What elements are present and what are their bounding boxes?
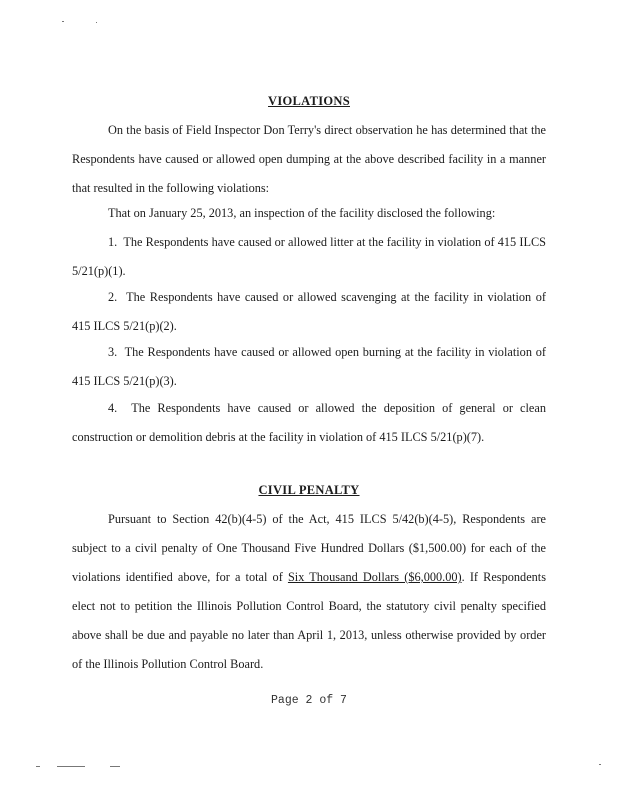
scan-mark xyxy=(62,21,64,22)
violation-text: The Respondents have caused or allowed litter at the facility in violation of 415 ILCS 5/21(p)(1). xyxy=(72,235,546,278)
violations-intro: On the basis of Field Inspector Don Terry's direct observation he has determined that the Respondents have caused or allowed open dumping at the above described facility in a manner that resulted in the following violations: xyxy=(72,123,546,195)
penalty-total: Six Thousand Dollars ($6,000.00) xyxy=(287,570,462,584)
violation-item xyxy=(72,394,546,452)
violation-number: 1. xyxy=(108,235,118,249)
scan-mark xyxy=(599,764,601,765)
violation-text: The Respondents have caused or allowed the deposition of general or clean construction or demolition debris at the facility in violation of 415 ILCS 5/21(p)(7). xyxy=(72,401,546,444)
scan-mark xyxy=(110,766,120,767)
violation-text: The Respondents have caused or allowed open burning at the facility in violation of 415 ILCS 5/21(p)(3). xyxy=(72,345,546,388)
civil-penalty-heading: CIVIL PENALTY xyxy=(258,483,360,497)
violation-number: 4. xyxy=(108,401,118,415)
civil-penalty-paragraph xyxy=(72,505,546,679)
penalty-text: Pursuant to Section 42(b)(4-5) of the Act, 415 ILCS 5/42(b)(4-5), Respondents are subject to a civil penalty of One Thousand Five Hundred Dollars ($1,500.00) for each of the violations identified above, for a total of xyxy=(72,512,546,584)
scan-mark xyxy=(96,22,97,23)
violation-number: 3. xyxy=(108,345,118,359)
violation-text: The Respondents have caused or allowed scavenging at the facility in violation of 415 ILCS 5/21(p)(2). xyxy=(72,290,546,333)
scan-mark xyxy=(36,766,40,767)
scan-mark xyxy=(57,766,85,767)
violation-number: 2. xyxy=(108,290,118,304)
violation-item xyxy=(72,338,546,396)
violation-item xyxy=(72,228,546,286)
page-number: Page 2 of 7 xyxy=(271,694,347,707)
violations-heading: VIOLATIONS xyxy=(268,94,350,108)
penalty-text-continued: . If Respondents elect not to petition the Illinois Pollution Control Board, the statutory civil penalty specified above shall be due and payable no later than April 1, 2013, unless otherwise provided by order of the Illinois Pollution Control Board. xyxy=(72,570,546,671)
inspection-statement: That on January 25, 2013, an inspection of the facility disclosed the following: xyxy=(108,206,496,220)
violation-item xyxy=(72,283,546,341)
